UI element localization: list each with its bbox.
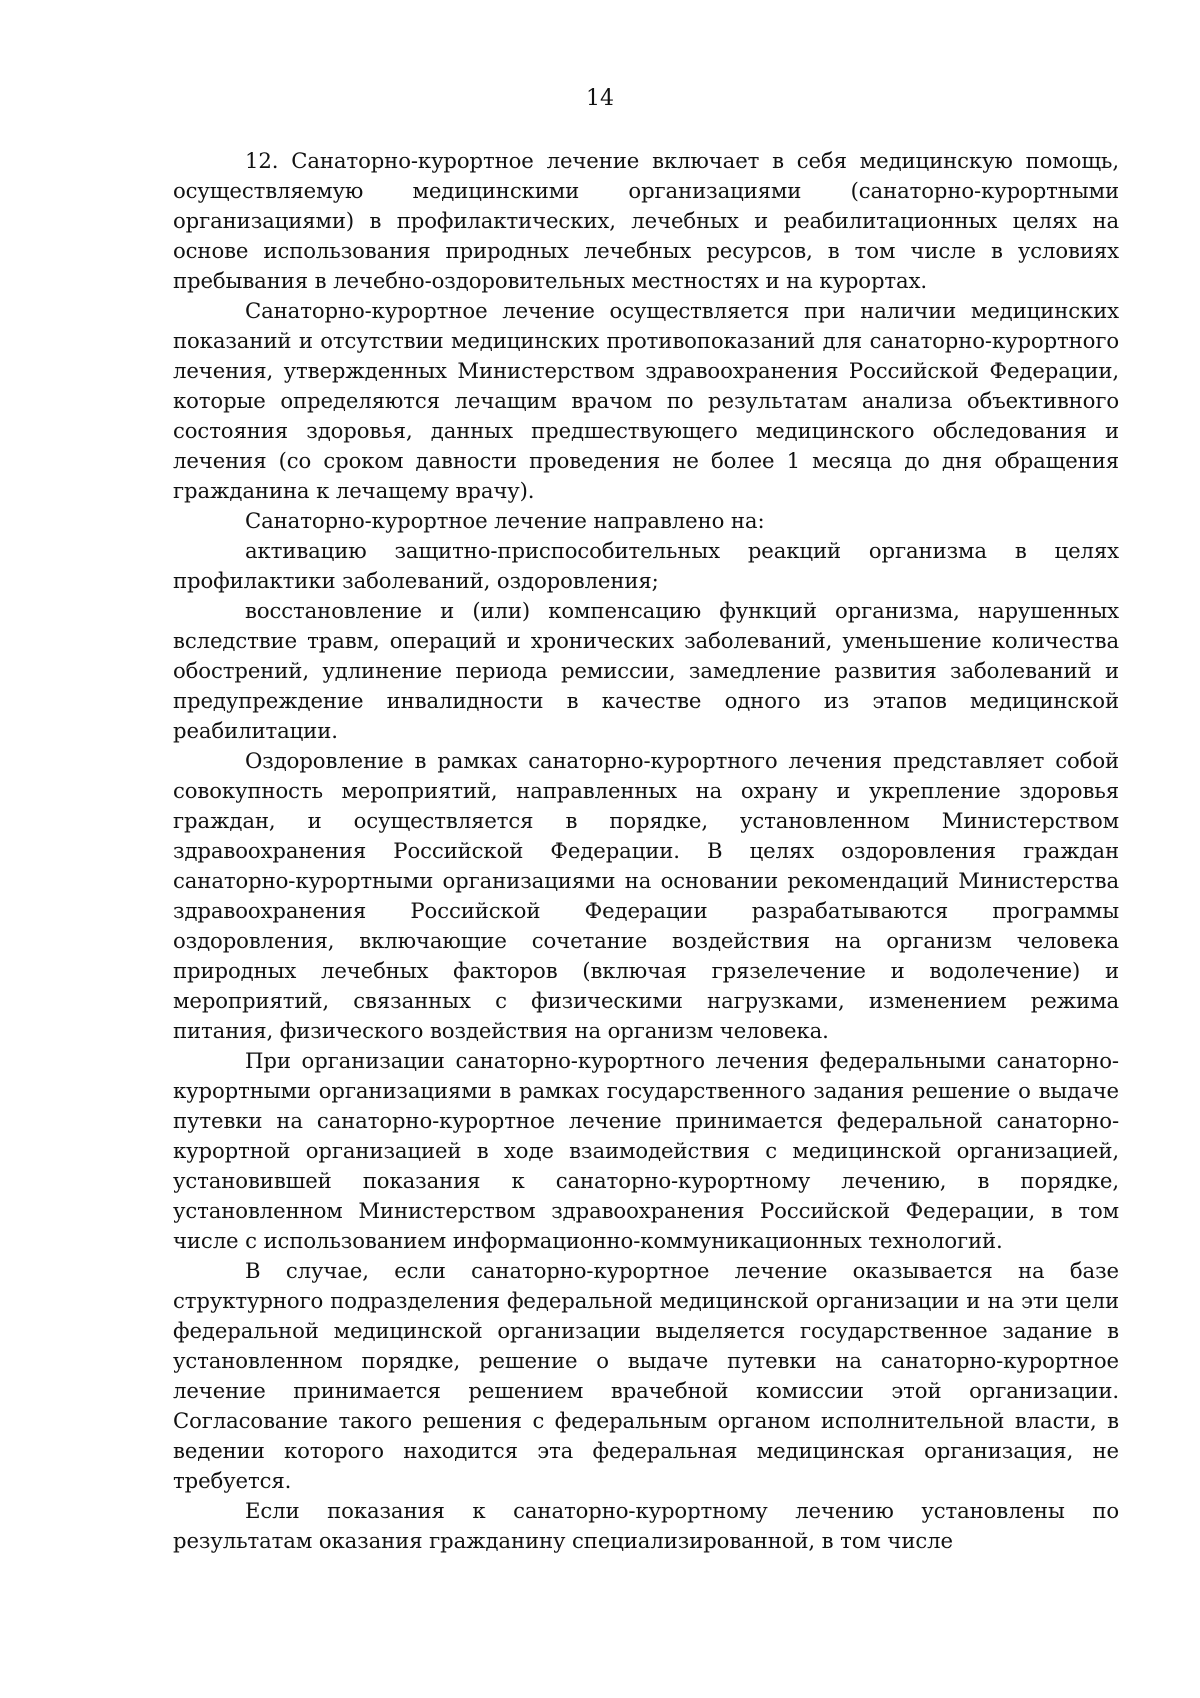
paragraph: Санаторно-курортное лечение направлено на: <box>245 508 765 533</box>
paragraph: восстановление и (или) компенсацию функций организма, нарушенных вследствие травм, операций и хронических заболеваний, уменьшение количества обострений, удлинение периода ремиссии, замедление развития заболеваний и предупреждение инвалидности в качестве одного из этапов медицинской реабилитации. <box>173 598 1119 743</box>
paragraph: При организации санаторно-курортного лечения федеральными санаторно-курортными организациями в рамках государственного задания решение о выдаче путевки на санаторно-курортное лечение принимается федеральной санаторно-курортной организацией в ходе взаимодействия с медицинской организацией, установившей показания к санаторно-курортному лечению, в порядке, установленном Министерством здравоохранения Российской Федерации, в том числе с использованием информационно-коммуникационных технологий. <box>173 1048 1119 1253</box>
page-number: 14 <box>586 86 614 111</box>
document-body <box>173 146 1119 1556</box>
paragraph: активацию защитно-приспособительных реакций организма в целях профилактики заболеваний, оздоровления; <box>173 538 1119 593</box>
paragraph: В случае, если санаторно-курортное лечение оказывается на базе структурного подразделения федеральной медицинской организации и на эти цели федеральной медицинской организации выделяется государственное задание в установленном порядке, решение о выдаче путевки на санаторно-курортное лечение принимается решением врачебной комиссии этой организации. Согласование такого решения с федеральным органом исполнительной власти, в ведении которого находится эта федеральная медицинская организация, не требуется. <box>173 1258 1119 1493</box>
paragraph: Санаторно-курортное лечение осуществляется при наличии медицинских показаний и отсутствии медицинских противопоказаний для санаторно-курортного лечения, утвержденных Министерством здравоохранения Российской Федерации, которые определяются лечащим врачом по результатам анализа объективного состояния здоровья, данных предшествующего медицинского обследования и лечения (со сроком давности проведения не более 1 месяца до дня обращения гражданина к лечащему врачу). <box>173 298 1119 503</box>
paragraph: 12. Санаторно-курортное лечение включает в себя медицинскую помощь, осуществляемую медицинскими организациями (санаторно-курортными организациями) в профилактических, лечебных и реабилитационных целях на основе использования природных лечебных ресурсов, в том числе в условиях пребывания в лечебно-оздоровительных местностях и на курортах. <box>173 148 1119 293</box>
paragraph: Оздоровление в рамках санаторно-курортного лечения представляет собой совокупность мероприятий, направленных на охрану и укрепление здоровья граждан, и осуществляется в порядке, установленном Министерством здравоохранения Российской Федерации. В целях оздоровления граждан санаторно-курортными организациями на основании рекомендаций Министерства здравоохранения Российской Федерации разрабатываются программы оздоровления, включающие сочетание воздействия на организм человека природных лечебных факторов (включая грязелечение и водолечение) и мероприятий, связанных с физическими нагрузками, изменением режима питания, физического воздействия на организм человека. <box>173 748 1119 1043</box>
paragraph: Если показания к санаторно-курортному лечению установлены по результатам оказания гражданину специализированной, в том числе <box>173 1498 1119 1553</box>
